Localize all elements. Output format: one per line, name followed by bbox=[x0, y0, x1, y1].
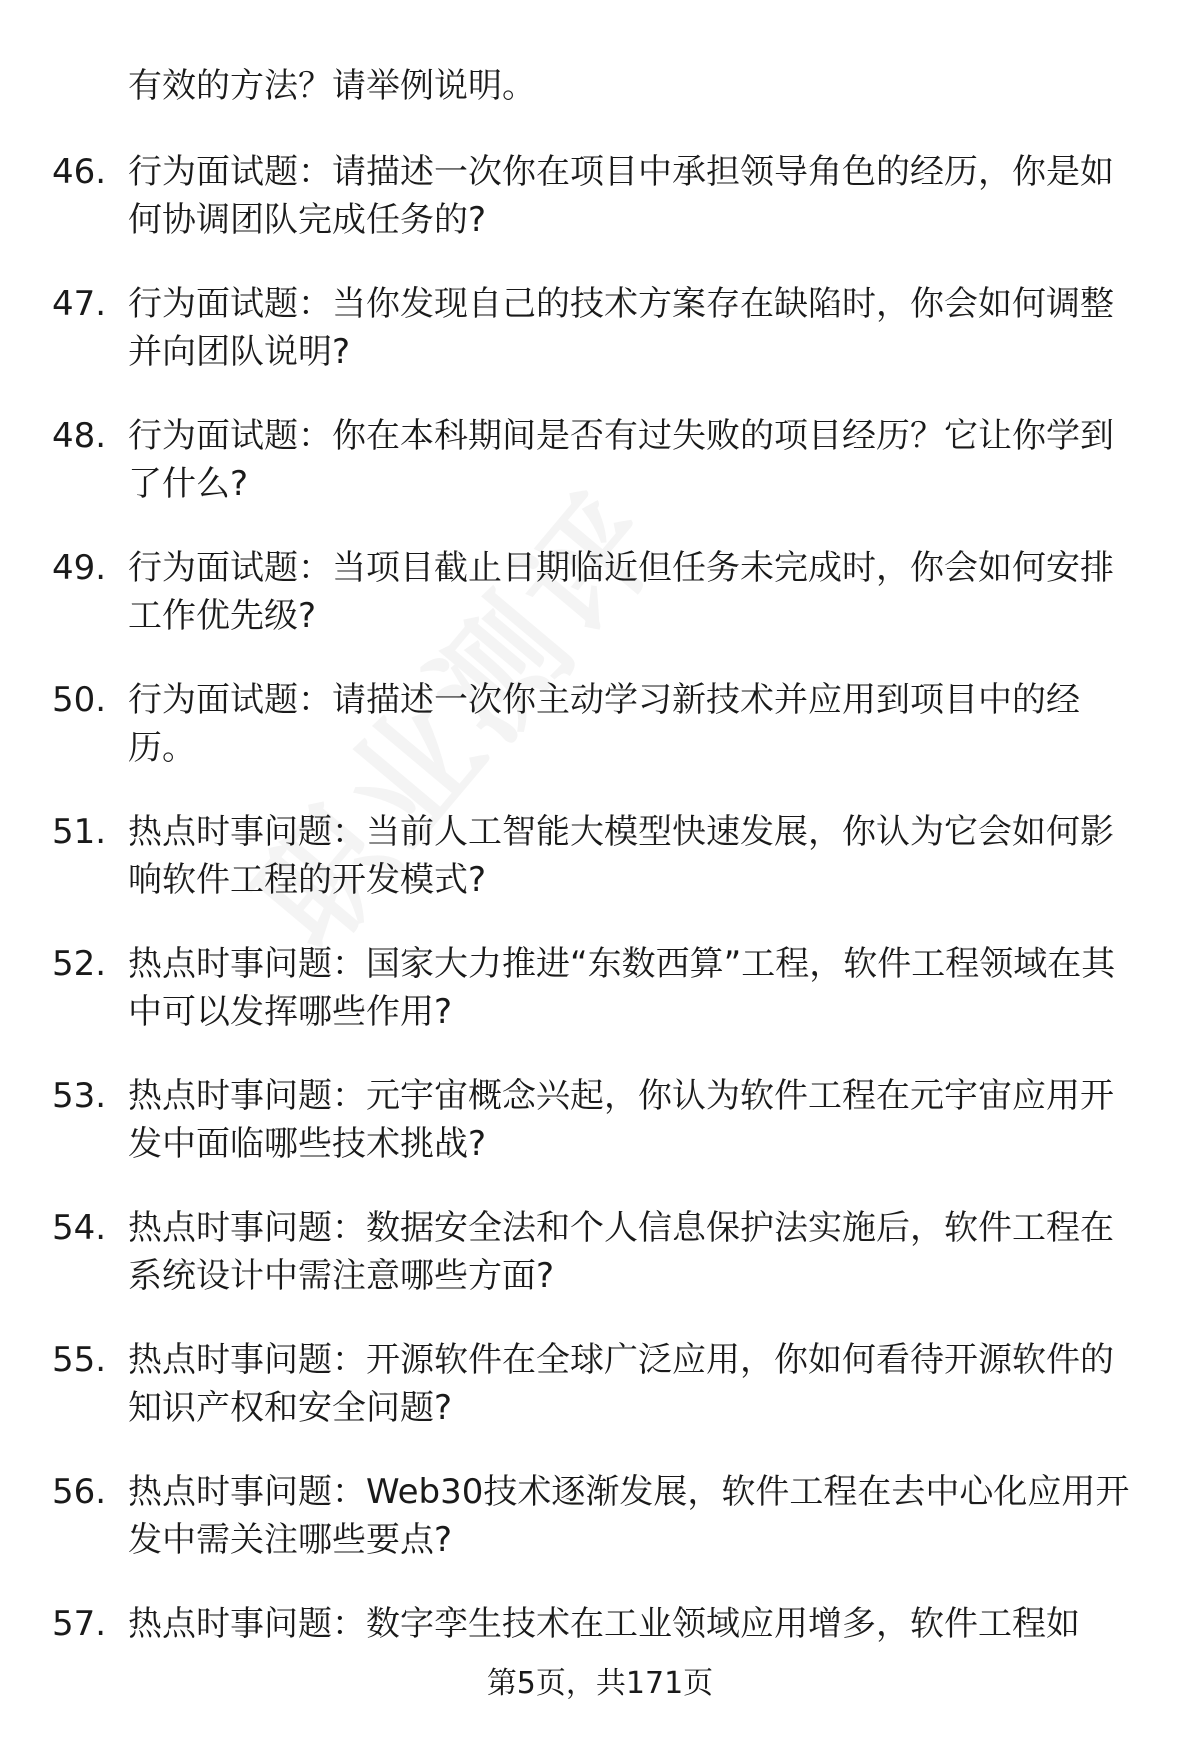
question-item bbox=[0, 280, 1200, 412]
question-number: 48. bbox=[52, 416, 107, 456]
question-number: 46. bbox=[52, 152, 107, 192]
question-text: 行为面试题：你在本科期间是否有过失败的项目经历？它让你学到了什么? bbox=[128, 416, 1114, 504]
question-list bbox=[0, 148, 1200, 1732]
question-text: 热点时事问题：开源软件在全球广泛应用，你如何看待开源软件的知识产权和安全问题? bbox=[128, 1340, 1114, 1428]
question-text: 热点时事问题：当前人工智能大模型快速发展，你认为它会如何影响软件工程的开发模式? bbox=[128, 812, 1114, 900]
question-item bbox=[0, 1468, 1200, 1600]
question-item bbox=[0, 1336, 1200, 1468]
question-text: 行为面试题：请描述一次你在项目中承担领导角色的经历，你是如何协调团队完成任务的? bbox=[128, 152, 1114, 240]
question-text: 热点时事问题：数据安全法和个人信息保护法实施后，软件工程在系统设计中需注意哪些方面? bbox=[128, 1208, 1114, 1296]
question-number: 52. bbox=[52, 944, 107, 984]
question-item bbox=[0, 1204, 1200, 1336]
question-text: 行为面试题：请描述一次你主动学习新技术并应用到项目中的经历。 bbox=[128, 680, 1080, 768]
question-text: 热点时事问题：Web30技术逐渐发展，软件工程在去中心化应用开发中需关注哪些要点? bbox=[128, 1472, 1130, 1560]
question-item bbox=[0, 544, 1200, 676]
question-number: 51. bbox=[52, 812, 107, 852]
question-number: 47. bbox=[52, 284, 107, 324]
page-footer: 第5页，共171页 bbox=[486, 1666, 714, 1701]
question-item bbox=[0, 940, 1200, 1072]
question-number: 50. bbox=[52, 680, 107, 720]
question-number: 53. bbox=[52, 1076, 107, 1116]
question-text: 热点时事问题：数字孪生技术在工业领域应用增多，软件工程如 bbox=[128, 1604, 1080, 1644]
continued-question-text: 有效的方法？请举例说明。 bbox=[128, 66, 536, 106]
question-text: 行为面试题：当项目截止日期临近但任务未完成时，你会如何安排工作优先级? bbox=[128, 548, 1114, 636]
question-item bbox=[0, 148, 1200, 280]
question-number: 56. bbox=[52, 1472, 107, 1512]
question-text: 热点时事问题：元宇宙概念兴起，你认为软件工程在元宇宙应用开发中面临哪些技术挑战? bbox=[128, 1076, 1114, 1164]
question-item bbox=[0, 1072, 1200, 1204]
question-text: 热点时事问题：国家大力推进“东数西算”工程，软件工程领域在其中可以发挥哪些作用? bbox=[128, 944, 1116, 1032]
question-item bbox=[0, 412, 1200, 544]
question-item bbox=[0, 676, 1200, 808]
question-number: 55. bbox=[52, 1340, 107, 1380]
question-number: 54. bbox=[52, 1208, 107, 1248]
question-text: 行为面试题：当你发现自己的技术方案存在缺陷时，你会如何调整并向团队说明? bbox=[128, 284, 1114, 372]
question-item bbox=[0, 808, 1200, 940]
question-number: 49. bbox=[52, 548, 107, 588]
question-number: 57. bbox=[52, 1604, 107, 1644]
